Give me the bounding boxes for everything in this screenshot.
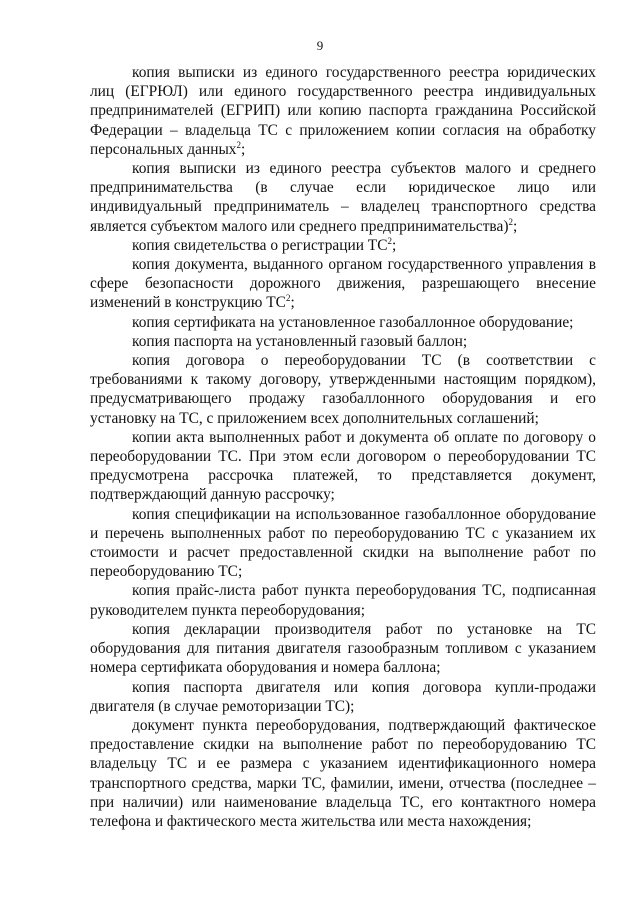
paragraph-tail: ; [391, 236, 397, 254]
paragraph-equipment-specification [90, 505, 596, 582]
paragraph-tail: ; [240, 140, 246, 158]
paragraph-text: документ пункта переоборудования, подтверждающий фактическое предоставление скидки на выполнение работ по переоборудованию ТС владельцу ТС и ее размера с указанием идентификационного номера транспортного средства, марки ТС, фамилии, имени, отчества (последнее – при наличии) или наименование владельца ТС, его контактного номера телефона и фактического места жительства или места нахождения; [90, 716, 596, 830]
paragraph-text: копия свидетельства о регистрации ТС [132, 236, 388, 254]
footnote-ref: 2 [508, 216, 513, 227]
paragraph-tail: ; [512, 217, 518, 235]
footnote-ref: 2 [285, 293, 291, 304]
paragraph-text: копия паспорта на установленный газовый баллон; [132, 332, 468, 350]
paragraph-egrul-egrip [90, 63, 596, 159]
paragraph-work-acceptance-act [90, 428, 596, 505]
paragraph-registration-certificate [90, 236, 596, 255]
paragraph-text: копии акта выполненных работ и документа об оплате по договору о переоборудовании ТС. При этом если договором о переоборудовании ТС предусмотрена рассрочка платежей, то представляется документ, подтверждающий данную рассрочку; [90, 428, 596, 504]
footnote-ref: 2 [387, 235, 392, 246]
paragraph-tail: ; [290, 294, 295, 312]
page-number: 9 [316, 38, 324, 53]
paragraph-text: копия декларации производителя работ по установке на ТС оборудования для питания двигателя газообразным топливом с указанием номера сертификата оборудования и номера баллона; [90, 620, 596, 677]
paragraph-text: копия прайс-листа работ пункта переоборудования ТС, подписанная руководителем пункта переоборудования; [90, 582, 596, 619]
paragraph-text: копия документа, выданного органом государственного управления в сфере безопасности дорожного движения, разрешающего внесение изменений в конструкцию ТС [90, 256, 596, 312]
paragraph-modification-permit [90, 255, 596, 313]
paragraph-conversion-contract [90, 351, 596, 428]
paragraph-discount-confirmation [90, 716, 596, 831]
paragraph-text: копия сертификата на установленное газобаллонное оборудование; [132, 313, 574, 331]
paragraph-price-list [90, 581, 596, 619]
paragraph-cylinder-passport [90, 332, 596, 351]
paragraph-sme-registry [90, 159, 596, 236]
paragraph-text: копия договора о переоборудовании ТС (в соответствии с требованиями к такому договору, утвержденными настоящим порядком), предусматривающего продажу газобаллонного оборудования и его установку на ТС, с приложением всех дополнительных соглашений; [90, 352, 596, 427]
paragraph-equipment-certificate [90, 313, 596, 332]
paragraph-text: копия паспорта двигателя или копия договора купли-продажи двигателя (в случае ремоторизации ТС); [90, 678, 596, 715]
paragraph-text: копия выписки из единого реестра субъектов малого и среднего предпринимательства (в случае если юридическое лицо или индивидуальный предприниматель – владелец транспортного средства является субъектом малого или среднего предпринимательства) [90, 160, 596, 235]
footnote-ref: 2 [236, 139, 241, 150]
paragraph-text: копия спецификации на использованное газобаллонное оборудование и перечень выполненных работ по переоборудованию ТС с указанием их стоимости и расчет предоставленной скидки на выполнение работ по переоборудованию ТС; [90, 505, 596, 581]
paragraph-installer-declaration [90, 620, 596, 678]
document-body [90, 63, 596, 831]
paragraph-text: копия выписки из единого государственного реестра юридических лиц (ЕГРЮЛ) или единого государственного реестра индивидуальных предпринимателей (ЕГРИП) или копию паспорта гражданина Российской Федерации – владельца ТС с приложением копии согласия на обработку персональных данных [90, 64, 596, 158]
paragraph-engine-passport [90, 678, 596, 716]
